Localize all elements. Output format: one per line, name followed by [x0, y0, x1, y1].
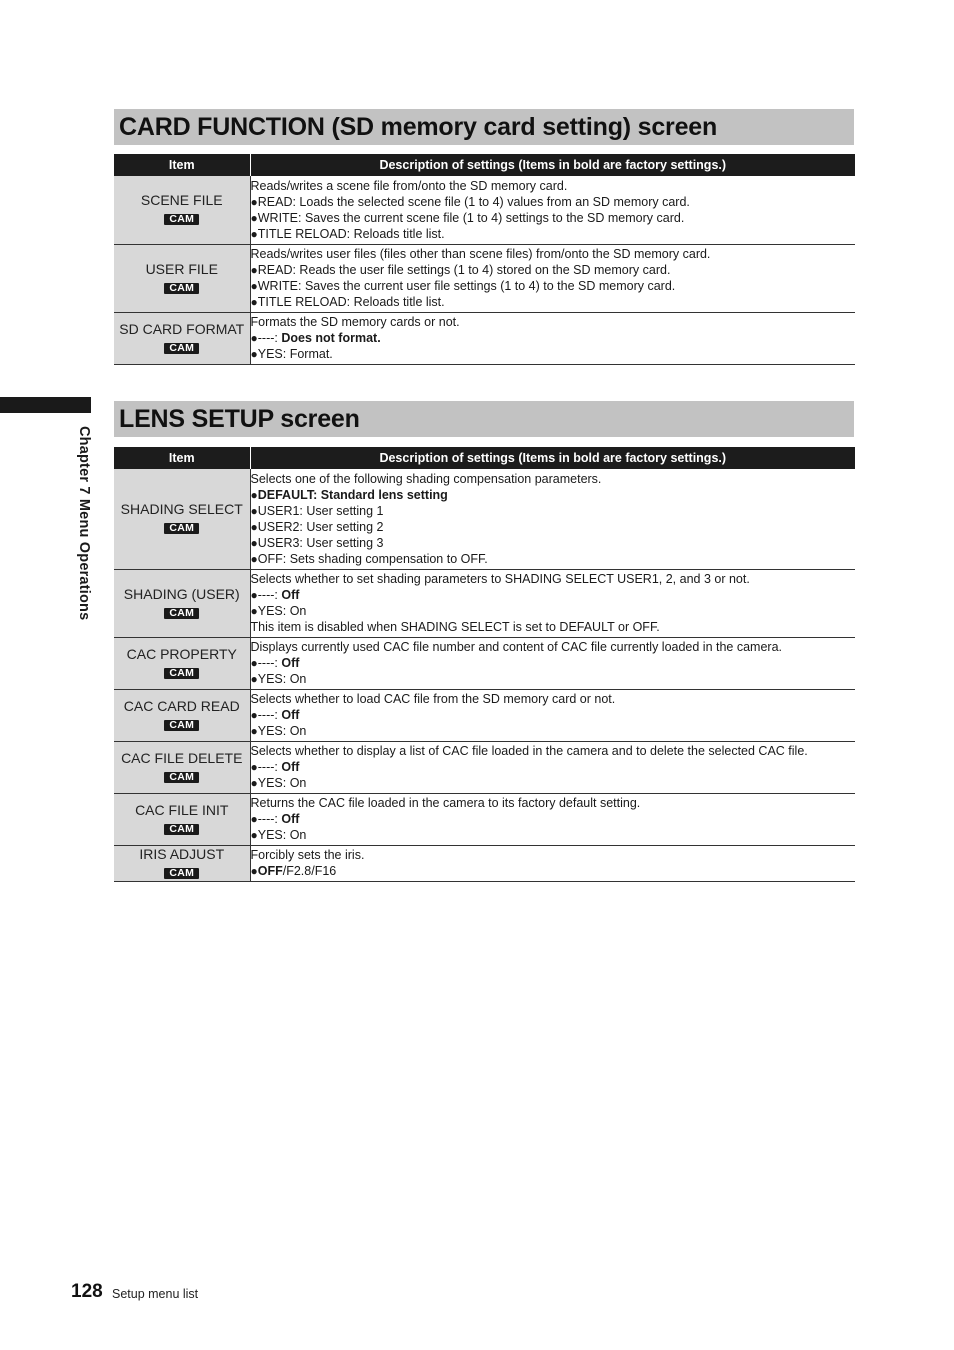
table-row	[114, 637, 855, 689]
item-cell	[114, 244, 250, 312]
description-text: Displays currently used CAC file number and content of CAC file currently loaded in the camera.	[250, 640, 783, 654]
bullet-icon: ●	[250, 295, 258, 309]
description-line	[251, 210, 856, 226]
description-text: YES: Format.	[257, 347, 333, 361]
bullet-icon: ●	[250, 551, 258, 566]
bullet-icon: ●	[250, 604, 258, 618]
description-line	[251, 827, 856, 843]
factory-setting: Off	[281, 588, 300, 602]
description-text: ----:	[257, 812, 282, 826]
description-line	[251, 655, 856, 671]
description-text: ----:	[257, 331, 282, 345]
item-name: SCENE FILE	[140, 192, 223, 209]
description-text: Selects whether to load CAC file from the SD memory card or not.	[250, 692, 616, 706]
description-line	[251, 314, 856, 330]
description-text: This item is disabled when SHADING SELECT is set to DEFAULT or OFF.	[250, 620, 660, 634]
description-text: Selects one of the following shading compensation parameters.	[250, 471, 602, 486]
bullet-icon: ●	[250, 760, 258, 774]
bullet-icon: ●	[250, 656, 258, 670]
bullet-icon: ●	[250, 331, 258, 345]
description-text: Returns the CAC file loaded in the camera to its factory default setting.	[250, 796, 641, 810]
item-name: SD CARD FORMAT	[119, 320, 245, 337]
description-line	[251, 503, 856, 519]
lens-setup-table	[114, 447, 855, 882]
item-cell	[114, 312, 250, 364]
description-text: ----:	[257, 656, 282, 670]
description-text: Reads/writes user files (files other than scene files) from/onto the SD memory card.	[250, 247, 711, 261]
description-line	[251, 743, 856, 759]
table-row	[114, 176, 855, 244]
factory-setting: Off	[281, 812, 300, 826]
description-line	[251, 194, 856, 210]
description-line	[251, 795, 856, 811]
bullet-icon: ●	[250, 210, 258, 225]
footer-label: Setup menu list	[112, 1287, 199, 1301]
item-cell	[114, 845, 250, 881]
description-line	[251, 671, 856, 687]
description-text: /F2.8/F16	[282, 864, 337, 878]
description-text: OFF: Sets shading compensation to OFF.	[257, 551, 488, 566]
table-row	[114, 845, 855, 881]
description-cell	[250, 637, 855, 689]
description-line	[251, 707, 856, 723]
column-header-item: Item	[114, 154, 250, 176]
description-line	[251, 178, 856, 194]
factory-setting: DEFAULT: Standard lens setting	[257, 487, 448, 502]
cam-badge: CAM	[164, 608, 199, 619]
description-line	[251, 551, 856, 567]
description-text: USER3: User setting 3	[257, 535, 384, 550]
description-text: ----:	[257, 760, 282, 774]
bullet-icon: ●	[250, 226, 258, 241]
description-line	[251, 471, 856, 487]
description-text: YES: On	[257, 724, 307, 738]
factory-setting: OFF	[257, 864, 283, 878]
description-text: ----:	[257, 588, 282, 602]
item-cell	[114, 741, 250, 793]
table-header	[114, 447, 855, 469]
bullet-icon: ●	[250, 828, 258, 842]
cam-badge: CAM	[164, 283, 199, 294]
description-cell	[250, 793, 855, 845]
description-line	[251, 847, 856, 863]
bullet-icon: ●	[250, 519, 258, 534]
description-line	[251, 246, 856, 262]
factory-setting: Off	[281, 708, 300, 722]
bullet-icon: ●	[250, 812, 258, 826]
description-line	[251, 535, 856, 551]
item-name: SHADING (USER)	[123, 585, 240, 602]
description-text: Reads/writes a scene file from/onto the SD memory card.	[250, 178, 568, 193]
description-cell	[250, 569, 855, 637]
description-text: Selects whether to set shading parameters to SHADING SELECT USER1, 2, and 3 or not.	[250, 572, 750, 586]
bullet-icon: ●	[250, 279, 258, 293]
item-cell	[114, 689, 250, 741]
card-function-title: CARD FUNCTION (SD memory card setting) screen	[114, 109, 854, 145]
description-line	[251, 278, 856, 294]
factory-setting: Off	[281, 656, 300, 670]
description-line	[251, 639, 856, 655]
table-row	[114, 793, 855, 845]
description-text: WRITE: Saves the current user file settings (1 to 4) to the SD memory card.	[257, 279, 676, 293]
item-name: USER FILE	[145, 260, 218, 277]
bullet-icon: ●	[250, 503, 258, 518]
description-text: Selects whether to display a list of CAC file loaded in the camera and to delete the selected CAC file.	[250, 744, 808, 758]
item-cell	[114, 793, 250, 845]
description-text: USER1: User setting 1	[257, 503, 384, 518]
factory-setting: Off	[281, 760, 300, 774]
description-line	[251, 571, 856, 587]
description-line	[251, 863, 856, 879]
column-header-description: Description of settings (Items in bold are factory settings.)	[250, 154, 855, 176]
bullet-icon: ●	[250, 263, 258, 277]
cam-badge: CAM	[164, 772, 199, 783]
description-line	[251, 619, 856, 635]
table-header	[114, 154, 855, 176]
bullet-icon: ●	[250, 487, 258, 502]
factory-setting: Does not format.	[281, 331, 381, 345]
cam-badge: CAM	[164, 720, 199, 731]
bullet-icon: ●	[250, 194, 258, 209]
description-line	[251, 226, 856, 242]
bullet-icon: ●	[250, 776, 258, 790]
description-cell	[250, 312, 855, 364]
item-cell	[114, 469, 250, 569]
description-text: READ: Loads the selected scene file (1 to 4) values from an SD memory card.	[257, 194, 690, 209]
description-line	[251, 811, 856, 827]
bullet-icon: ●	[250, 724, 258, 738]
table-row	[114, 689, 855, 741]
item-name: CAC CARD READ	[123, 697, 240, 714]
description-line	[251, 691, 856, 707]
description-line	[251, 262, 856, 278]
description-cell	[250, 244, 855, 312]
page-number: 128	[71, 1281, 103, 1302]
cam-badge: CAM	[164, 668, 199, 679]
description-line	[251, 346, 856, 362]
item-cell	[114, 176, 250, 244]
description-text: WRITE: Saves the current scene file (1 to 4) settings to the SD memory card.	[257, 210, 685, 225]
description-text: Formats the SD memory cards or not.	[250, 315, 460, 329]
description-cell	[250, 689, 855, 741]
item-name: CAC FILE INIT	[135, 801, 229, 818]
description-text: ----:	[257, 708, 282, 722]
cam-badge: CAM	[164, 214, 199, 225]
bullet-icon: ●	[250, 864, 258, 878]
item-name: SHADING SELECT	[120, 501, 243, 518]
column-header-item: Item	[114, 447, 250, 469]
bullet-icon: ●	[250, 535, 258, 550]
description-text: YES: On	[257, 672, 307, 686]
table-row	[114, 244, 855, 312]
lens-setup-title: LENS SETUP screen	[114, 401, 854, 437]
bullet-icon: ●	[250, 672, 258, 686]
card-function-table	[114, 154, 855, 365]
description-line	[251, 759, 856, 775]
bullet-icon: ●	[250, 588, 258, 602]
item-name: CAC FILE DELETE	[121, 749, 243, 766]
description-text: YES: On	[257, 828, 307, 842]
table-row	[114, 469, 855, 569]
description-cell	[250, 741, 855, 793]
item-cell	[114, 637, 250, 689]
cam-badge: CAM	[164, 343, 199, 354]
description-cell	[250, 469, 855, 569]
item-cell	[114, 569, 250, 637]
bullet-icon: ●	[250, 708, 258, 722]
description-line	[251, 723, 856, 739]
description-text: TITLE RELOAD: Reloads title list.	[257, 226, 445, 241]
description-line	[251, 330, 856, 346]
description-line	[251, 587, 856, 603]
description-text: YES: On	[257, 776, 307, 790]
table-row	[114, 312, 855, 364]
column-header-description: Description of settings (Items in bold are factory settings.)	[250, 447, 855, 469]
description-cell	[250, 845, 855, 881]
description-line	[251, 519, 856, 535]
cam-badge: CAM	[164, 824, 199, 835]
description-text: YES: On	[257, 604, 307, 618]
chapter-label: Chapter 7 Menu Operations	[76, 426, 92, 621]
cam-badge: CAM	[164, 868, 199, 879]
description-cell	[250, 176, 855, 244]
description-text: USER2: User setting 2	[257, 519, 384, 534]
cam-badge: CAM	[164, 523, 199, 534]
description-line	[251, 603, 856, 619]
table-row	[114, 569, 855, 637]
bullet-icon: ●	[250, 347, 258, 361]
description-line	[251, 294, 856, 310]
chapter-tab-bar	[0, 397, 91, 413]
item-name: CAC PROPERTY	[126, 645, 237, 662]
description-text: READ: Reads the user file settings (1 to 4) stored on the SD memory card.	[257, 263, 671, 277]
description-text: TITLE RELOAD: Reloads title list.	[257, 295, 445, 309]
description-line	[251, 487, 856, 503]
item-name: IRIS ADJUST	[139, 845, 225, 862]
description-text: Forcibly sets the iris.	[250, 848, 365, 862]
description-line	[251, 775, 856, 791]
table-row	[114, 741, 855, 793]
